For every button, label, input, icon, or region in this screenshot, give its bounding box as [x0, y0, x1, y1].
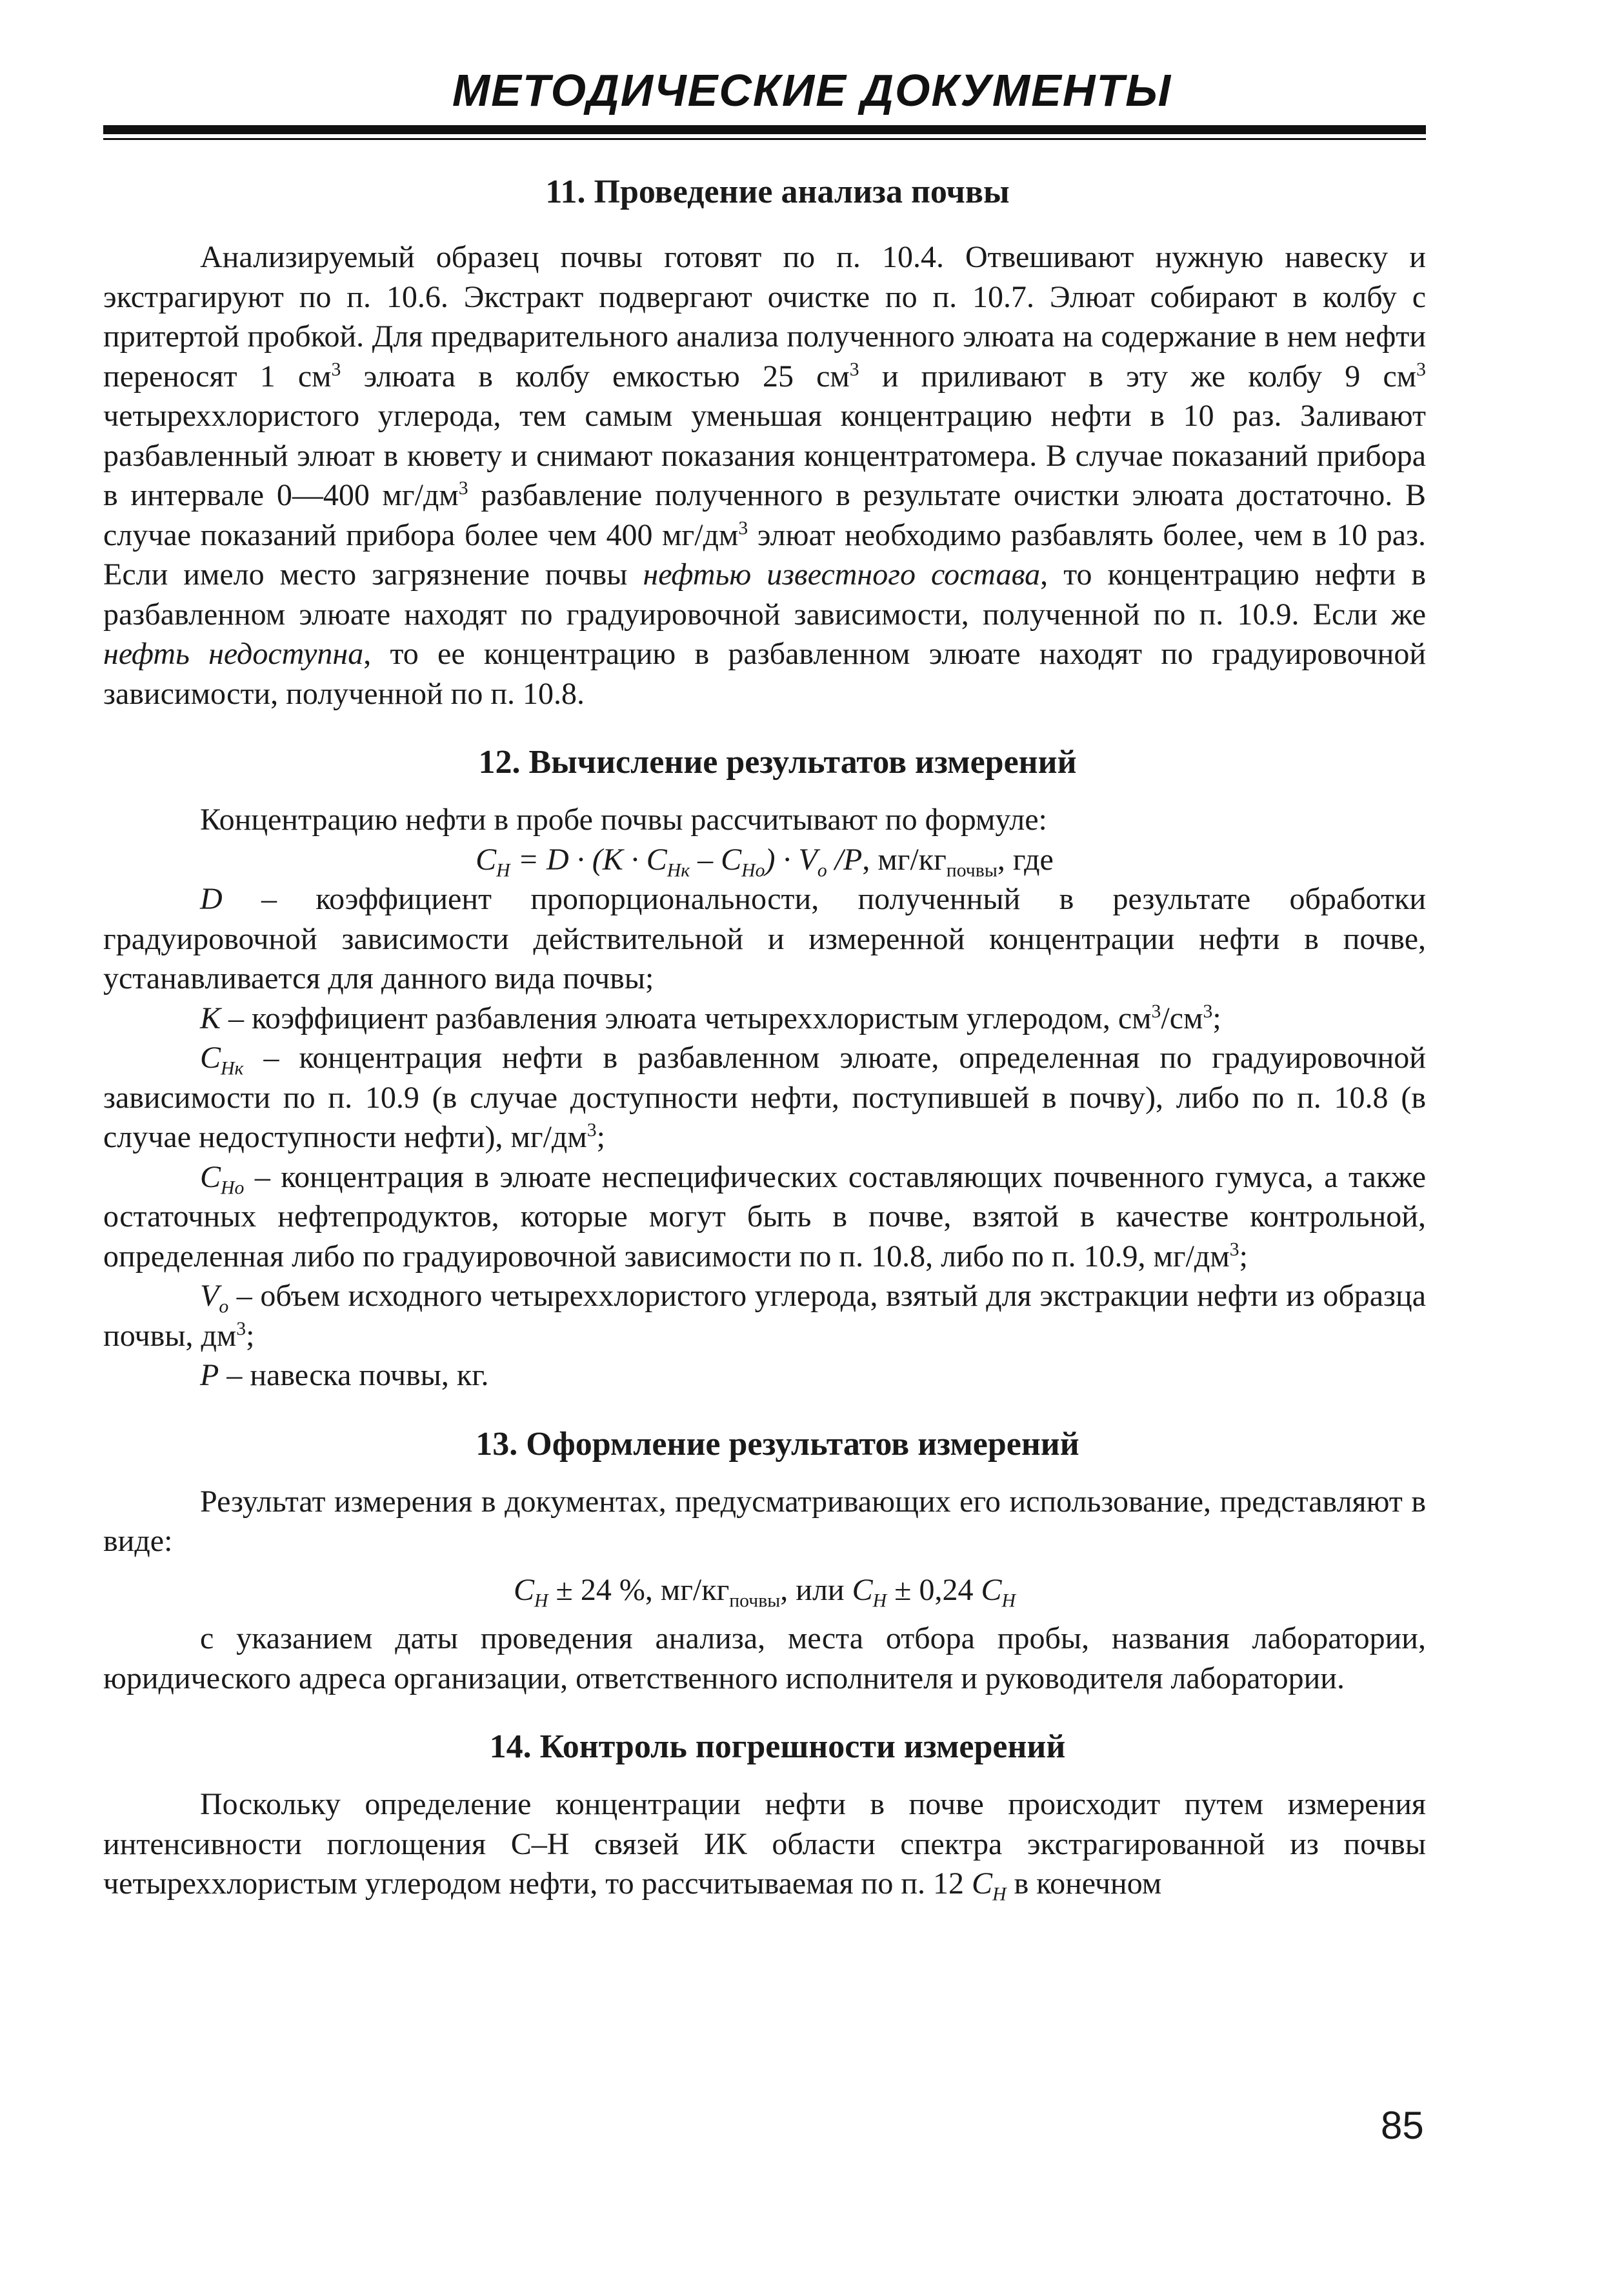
running-header-title: МЕТОДИЧЕСКИЕ ДОКУМЕНТЫ: [452, 65, 1172, 115]
formula-concentration: $C_H = D \cdot (K \cdot C_{Hк} - C_{Ho}) \cdot V_o$ /P, $мг/кг_{почвы}$, где: [476, 842, 1054, 881]
formula-result: $C_H \pm 24$ %, $мг/кг_{почвы}$, или $C_H \pm 0,24$ $C_H$: [514, 1572, 1016, 1612]
definition-cno: $C_{Ho}$ – концентрация в элюате неспецифических составляющих почвенного гумуса, а также остаточных нефтепродуктов, которые могут быть в почве, взятой в качестве контрольной, определенная либо по градуировочной зависимости по п. 10.8, либо по п. 10.9, $мг/дм^3$;: [103, 1159, 1426, 1274]
section-11-paragraph: Анализируемый образец почвы готовят по п. 10.4. Отвешивают нужную навеску и экстрагируют по п. 10.6. Экстракт подвергают очистке по п. 10.7. Элюат собирают в колбу с притертой пробкой. Для предварительного анализа полученного элюата на содержание в нем нефти переносят 1 $см^3$ элюата в колбу емкостью 25 $см^3$ и приливают в эту же колбу 9 $см^3$ четыреххлористого углерода, тем самым уменьшая концентрацию нефти в 10 раз. Заливают разбавленный элюат в кювету и снимают показания концентратомера. В случае показаний прибора в интервале 0—400 $мг/дм^3$ разбавление полученного в результате очистки элюата достаточно. В случае показаний прибора более чем 400 $мг/дм^3$ элюат необходимо разбавлять более, чем в 10 раз. Если имело место загрязнение почвы нефтью известного состава, то концентрацию нефти в разбавленном элюате находят по градуировочной зависимости, полученной по п. 10.9. Если же нефть недоступна, то ее концентрацию в разбавленном элюате находят по градуировочной зависимости, полученной по п. 10.8.: [103, 240, 1427, 711]
page-content: [103, 173, 1426, 1904]
page-number: 85: [1381, 2104, 1424, 2147]
section-11-heading: 11. Проведение анализа почвы: [545, 174, 1010, 210]
section-14-heading: 14. Контроль погрешности измерений: [489, 1728, 1066, 1765]
definition-p: P – навеска почвы, кг.: [200, 1358, 489, 1392]
definition-k: K – коэффициент разбавления элюата четыреххлористым углеродом, $см^3/см^3$;: [200, 1000, 1221, 1035]
header-rule-thin: [103, 138, 1426, 140]
section-13-after: с указанием даты проведения анализа, места отбора пробы, названия лаборатории, юридического адреса организации, ответственного исполнителя и руководителя лаборатории.: [103, 1621, 1426, 1695]
definition-vo: $V_o$ – объем исходного четыреххлористого углерода, взятый для экстракции нефти из образца почвы, $дм^3$;: [103, 1279, 1426, 1353]
section-14-paragraph: Поскольку определение концентрации нефти в почве происходит путем измерения интенсивности поглощения С–Н связей ИК области спектра экстрагированной из почвы четыреххлористым углеродом нефти, то рассчитываемая по п. 12 $C_H$ в конечном: [103, 1787, 1426, 1905]
section-12-heading: 12. Вычисление результатов измерений: [478, 744, 1077, 781]
section-13-heading: 13. Оформление результатов измерений: [476, 1425, 1079, 1463]
definition-cnk: $C_{Hк}$ – концентрация нефти в разбавленном элюате, определенная по градуировочной зависимости по п. 10.9 (в случае доступности нефти, поступившей в почву), либо по п. 10.8 (в случае недоступности нефти), $мг/дм^3$;: [103, 1041, 1426, 1154]
section-12-intro: Концентрацию нефти в пробе почвы рассчитывают по формуле:: [200, 803, 1047, 837]
header-rule-thick: [103, 125, 1426, 134]
definition-d: D – коэффициент пропорциональности, полученный в результате обработки градуировочной зависимости действительной и измеренной концентрации нефти в почве, устанавливается для данного вида почвы;: [103, 882, 1426, 995]
section-13-intro: Результат измерения в документах, предусматривающих его использование, представляют в виде:: [103, 1484, 1426, 1558]
